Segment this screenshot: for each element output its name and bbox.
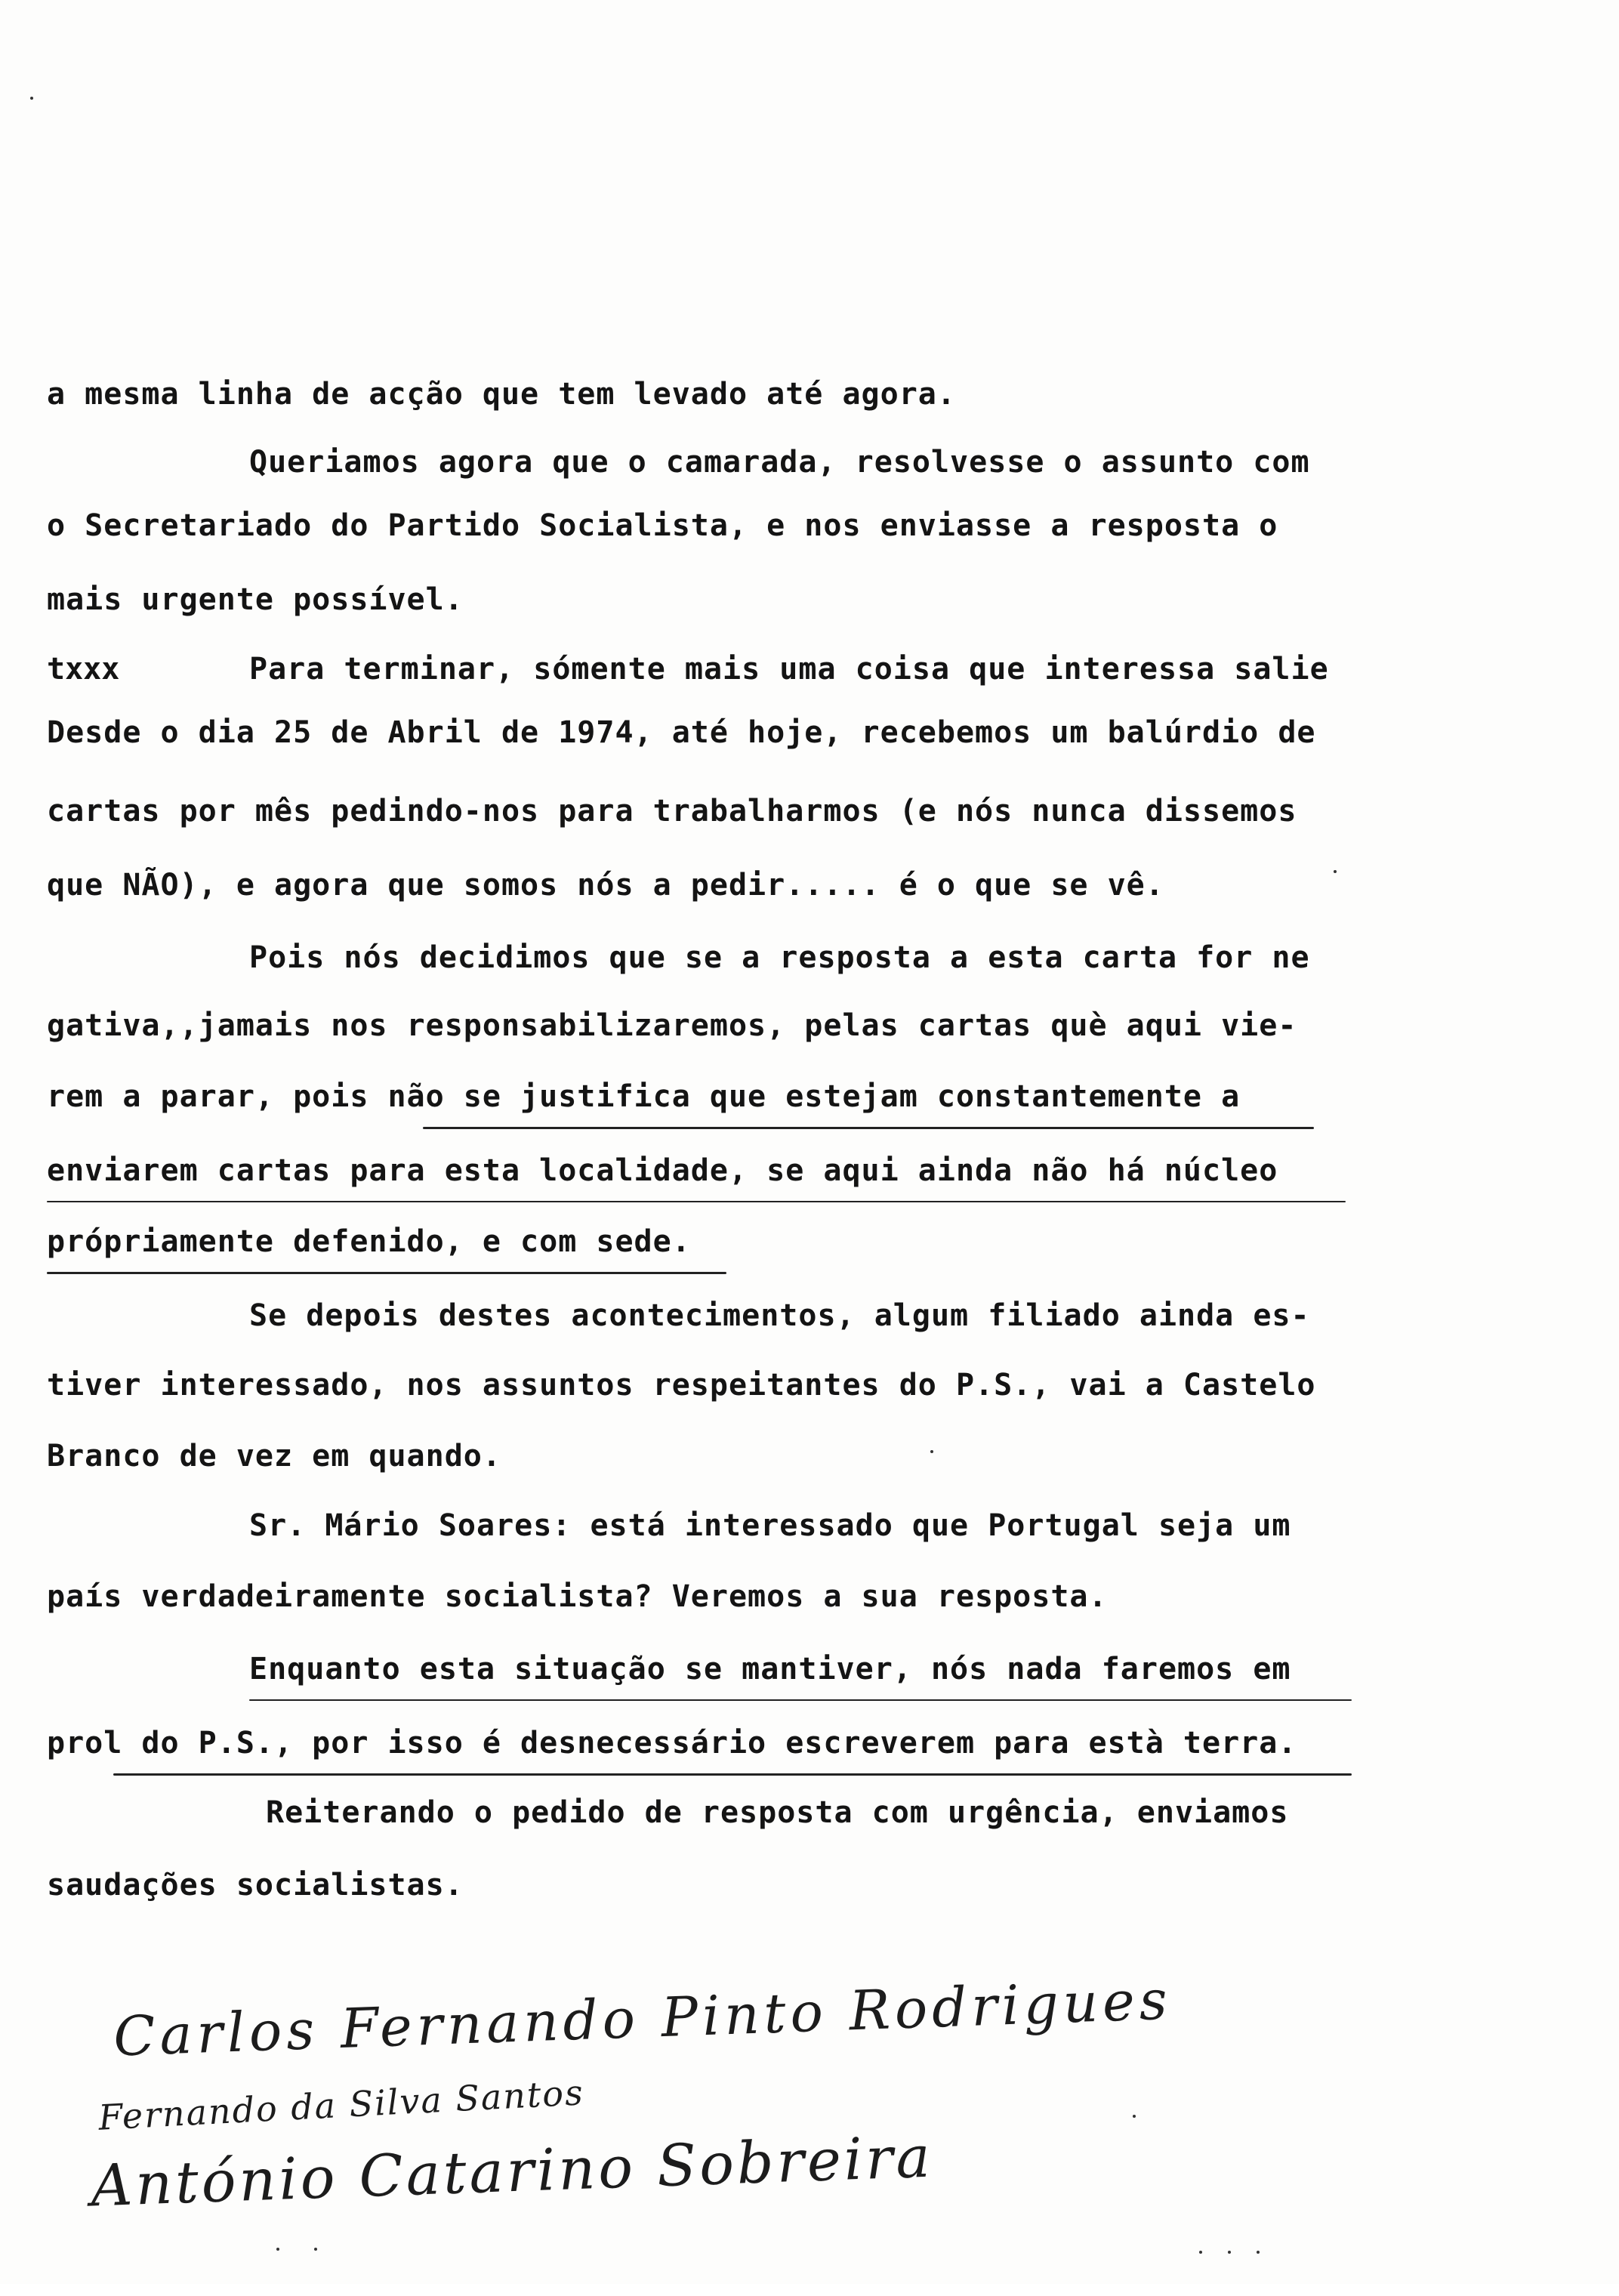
text-line: Para terminar, sómente mais uma coisa que interessa salie <box>249 652 1329 687</box>
text-line: saudações socialistas. <box>47 1868 464 1903</box>
text-line: cartas por mês pedindo-nos para trabalharmos (e nós nunca dissemos <box>47 794 1297 829</box>
text-line: país verdadeiramente socialista? Veremos a sua resposta. <box>47 1579 1108 1614</box>
text-line: enviarem cartas para esta localidade, se aqui ainda não há núcleo <box>47 1153 1278 1188</box>
text-line: tiver interessado, nos assuntos respeitantes do P.S., vai a Castelo <box>47 1368 1316 1403</box>
paper-speck <box>1257 2251 1260 2254</box>
text-line: mais urgente possível. <box>47 582 464 617</box>
struck-margin-text: txxx <box>47 652 120 687</box>
text-line: rem a parar, pois não se justifica que estejam constantemente a <box>47 1079 1241 1114</box>
text-line: Pois nós decidimos que se a resposta a esta carta for ne <box>249 940 1310 975</box>
text-line: Queriamos agora que o camarada, resolvesse o assunto com <box>249 445 1310 480</box>
text-line: Desde o dia 25 de Abril de 1974, até hoje, recebemos um balúrdio de <box>47 715 1316 750</box>
text-line: Reiterando o pedido de resposta com urgência, enviamos <box>266 1795 1289 1830</box>
paper-speck <box>276 2248 279 2251</box>
handwritten-signature: Carlos Fernando Pinto Rodrigues <box>112 1967 1173 2069</box>
underline <box>113 1773 1352 1776</box>
paper-speck <box>1334 870 1337 873</box>
text-line: Sr. Mário Soares: está interessado que Portugal seja um <box>249 1508 1291 1543</box>
paper-speck <box>1133 2115 1136 2118</box>
text-line: Branco de vez em quando. <box>47 1439 501 1474</box>
paper-speck <box>930 1450 933 1453</box>
text-line: prol do P.S., por isso é desnecessário escreverem para està terra. <box>47 1726 1297 1761</box>
text-line: Enquanto esta situação se mantiver, nós nada faremos em <box>249 1652 1291 1687</box>
paper-speck <box>1199 2251 1202 2254</box>
underline <box>423 1127 1314 1129</box>
handwritten-signature: Fernando da Silva Santos <box>97 2072 585 2138</box>
text-line: Se depois destes acontecimentos, algum filiado ainda es- <box>249 1298 1310 1333</box>
text-line: própriamente defenido, e com sede. <box>47 1224 691 1259</box>
underline <box>47 1201 1346 1202</box>
text-line: a mesma linha de acção que tem levado até agora. <box>47 377 956 412</box>
underline <box>47 1272 726 1274</box>
paper-speck <box>30 97 33 100</box>
paper-speck <box>1228 2251 1231 2254</box>
signature-block <box>89 1967 1173 2296</box>
handwritten-signature: António Catarino Sobreira <box>89 2122 935 2220</box>
underline <box>249 1699 1352 1701</box>
text-line: gativa,,jamais nos responsabilizaremos, pelas cartas què aqui vie- <box>47 1008 1297 1043</box>
paper-speck <box>314 2248 317 2251</box>
text-line: o Secretariado do Partido Socialista, e nos enviasse a resposta o <box>47 508 1278 543</box>
text-line: que NÃO), e agora que somos nós a pedir..... é o que se vê. <box>47 868 1164 903</box>
